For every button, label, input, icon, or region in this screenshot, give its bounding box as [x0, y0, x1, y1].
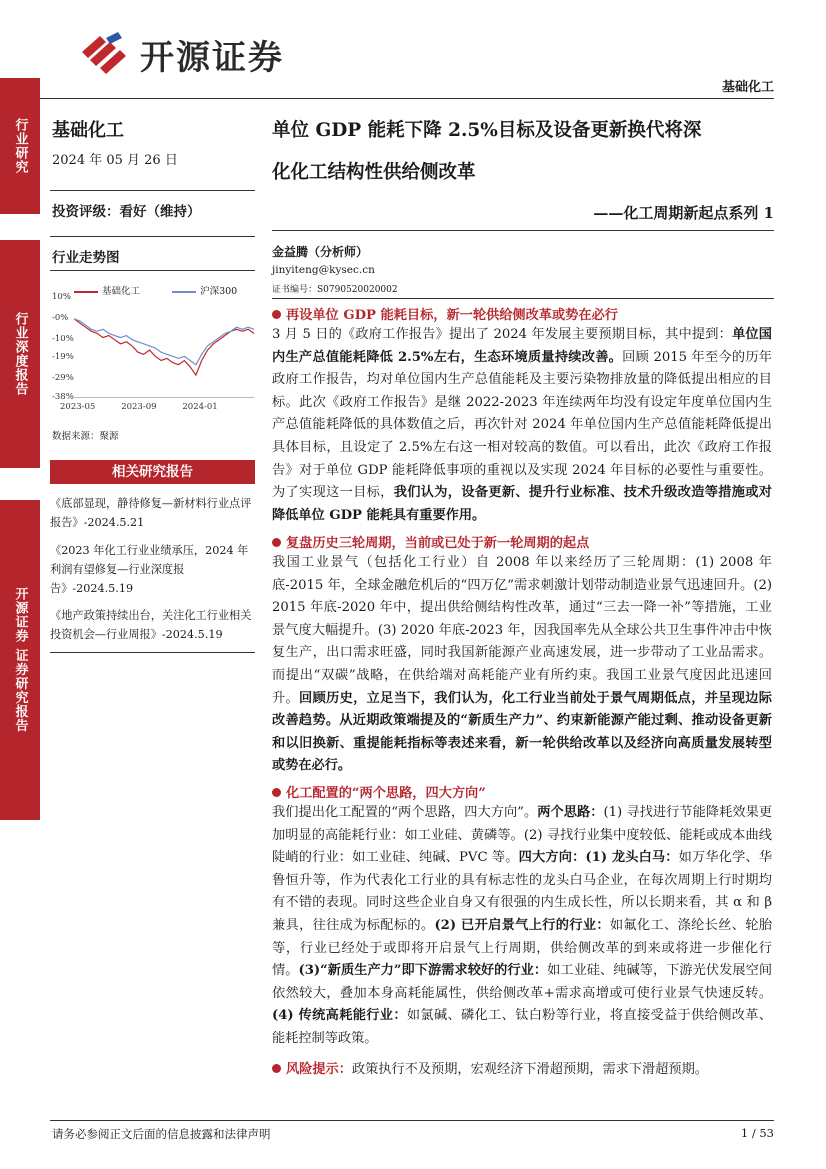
- legend-swatch-2: [172, 291, 196, 293]
- report-date: 2024 年 05 月 26 日: [52, 153, 178, 168]
- analyst-rule: [272, 298, 774, 299]
- section-body: 我们提出化工配置的“两个思路，四大方向”。两个思路：(1) 寻找进行节能降耗效果更加明显的高能耗行业：如工业硅、黄磷等。(2) 寻找行业集中度较低、能耗或成本曲线陡峭的行业：如工业硅、纯碱、PVC 等。四大方向：(1) 龙头白马：如万华化学、华鲁恒升等，作为代表化工行业的具有标志性的龙头白马企业，在每次周期上行时期均有不错的表现。同时这些企业自身又有很强的内生成长性，所以长期来看，其 α 和 β 兼具，往往成为标配标的。(2) 已开启景气上行的行业：如氟化工、涤纶长丝、轮胎等，行业已经处于或即将开启景气上行周期，供给侧改革的到来或将进一步催化行情。(3)“新质生产力”即下游需求较好的行业：如工业硅、纯碱等，下游光伏发展空间依然较大，叠加本身高耗能属性，供给侧改革+需求高增或可使行业景气快速反转。(4) 传统高耗能行业：如氯碱、磷化工、钛白粉等行业，将直接受益于供给侧改革、能耗控制等政策。: [272, 805, 773, 1046]
- y-tick-label: -38%: [52, 392, 74, 402]
- related-item[interactable]: 《2023 年化工行业业绩承压，2024 年利润有望修复—行业深度报告》-2024.5.19: [50, 544, 249, 595]
- chart-source: 数据来源：聚源: [52, 431, 119, 442]
- bullet-icon: [272, 1064, 281, 1073]
- left-rule-3: [50, 270, 255, 271]
- analyst-name: 金益腾（分析师）: [272, 245, 369, 259]
- series-line-2: [74, 319, 254, 365]
- y-tick-label: 10%: [52, 292, 71, 302]
- x-tick-label: 2023-09: [121, 402, 157, 412]
- title-rule: [272, 230, 774, 231]
- report-title-line2: 化化工结构性供给侧改革: [272, 162, 476, 183]
- legend-label-1: 基础化工: [102, 286, 141, 297]
- footer-disclaimer[interactable]: 请务必参阅正文后面的信息披露和法律声明: [52, 1127, 271, 1141]
- bullet-icon: [272, 310, 281, 319]
- left-rule-2: [50, 236, 255, 237]
- related-item[interactable]: 《底部显现，静待修复—新材料行业点评报告》-2024.5.21: [50, 497, 252, 529]
- analyst-email[interactable]: jinyiteng@kysec.cn: [272, 264, 375, 276]
- related-item[interactable]: 《地产政策持续出台，关注化工行业相关投资机会—行业周报》-2024.5.19: [50, 609, 252, 641]
- footer-rule: [50, 1120, 774, 1121]
- x-tick-label: 2024-01: [182, 402, 218, 412]
- y-tick-label: -10%: [52, 333, 74, 344]
- chart-legend: [74, 283, 237, 297]
- y-tick-label: -19%: [52, 352, 74, 363]
- analyst-cert: 证书编号：S0790520020002: [272, 285, 398, 295]
- sidebar-tab-brand: 开源证券 证券研究报告: [0, 500, 40, 820]
- x-tick-label: 2023-05: [60, 402, 96, 412]
- section-body: 3 月 5 日的《政府工作报告》提出了 2024 年发展主要预期目标，其中提到：单位国内生产总值能耗降低 2.5%左右，生态环境质量持续改善。回顾 2015 年至今的历年政府工作报告，均对单位国内生产总值能耗及主要污染物排放量的降低提出相应的目标。此次《政府工作报告》是继 2022-2023 年连续两年均没有设定年度单位国内生产总值能耗降低的具体数值之后，再次针对 2024 年单位国内生产总值能耗降低提出具体目标，且设定了 2.5%左右这一相对较高的数值。可以看出，此次《政府工作报告》对于单位 GDP 能耗降低事项的重视以及实现 2024 年目标的必要性与重要性。为了实现这一目标，我们认为，设备更新、提升行业标准、技术升级改造等措施或对降低单位 GDP 能耗具有重要作用。: [272, 327, 772, 523]
- left-rule-4: [50, 652, 255, 653]
- logo-icon: [80, 30, 132, 74]
- section-body: 我国工业景气（包括化工行业）自 2008 年以来经历了三轮周期：(1) 2008 年底-2015 年，全球金融危机后的“四万亿”需求刺激计划带动制造业景气迅速回升。(2) 2015 年底-2020 年中，提出供给侧结构性改革，通过“三去一降一补”等措施，工业景气度大幅提升。(3) 2020 年底-2023 年，因我国率先从全球公共卫生事件冲击中恢复生产，出口需求旺盛，同时我国新能源产业高速发展，进一步带动了工业品需求。而提出“双碳”战略，在供给端对高耗能产业有所约束。我国工业景气度因此迅速回升。回顾历史，立足当下，我们认为，化工行业当前处于景气周期低点，并呈现边际改善趋势。从近期政策端提及的“新质生产力”、约束新能源产能过剩、推动设备更新和以旧换新、重提能耗指标等表述来看，新一轮供给改革以及经济向高质量发展转型或势在必行。: [272, 555, 772, 774]
- industry-chart: [74, 298, 254, 398]
- logo: [80, 30, 310, 78]
- rating: 投资评级：看好（维持）: [52, 204, 201, 220]
- bullet-icon: [272, 788, 281, 797]
- section-heading: 再设单位 GDP 能耗目标，新一轮供给侧改革或势在必行: [272, 304, 618, 323]
- y-tick-label: -0%: [52, 312, 69, 323]
- series-line-1: [74, 319, 254, 375]
- logo-text: 开源证券: [140, 38, 284, 78]
- left-rule-1: [50, 190, 255, 191]
- sidebar-tab-depth: 行业深度报告: [0, 240, 40, 468]
- section-heading: 化工配置的“两个思路，四大方向”: [272, 782, 486, 801]
- section-heading: 复盘历史三轮周期，当前或已处于新一轮周期的起点: [272, 532, 589, 551]
- report-series: ——化工周期新起点系列 1: [593, 204, 774, 222]
- legend-swatch-1: [74, 291, 98, 293]
- chart-title: 行业走势图: [52, 250, 120, 266]
- bullet-icon: [272, 538, 281, 547]
- industry-name: 基础化工: [52, 120, 124, 141]
- legend-label-2: 沪深300: [200, 286, 238, 297]
- page-number: 1 / 53: [740, 1126, 774, 1140]
- risk-note: 风险提示：政策执行不及预期，宏观经济下滑超预期，需求下滑超预期。: [272, 1058, 708, 1077]
- header-industry: 基础化工: [721, 80, 774, 95]
- related-header: [50, 460, 255, 484]
- sidebar-tab-research: 行业研究: [0, 78, 40, 214]
- related-title: 相关研究报告: [112, 464, 193, 480]
- report-title-line1: 单位 GDP 能耗下降 2.5%目标及设备更新换代将深: [272, 120, 702, 141]
- y-tick-label: -29%: [52, 373, 74, 384]
- header-rule: [40, 98, 774, 99]
